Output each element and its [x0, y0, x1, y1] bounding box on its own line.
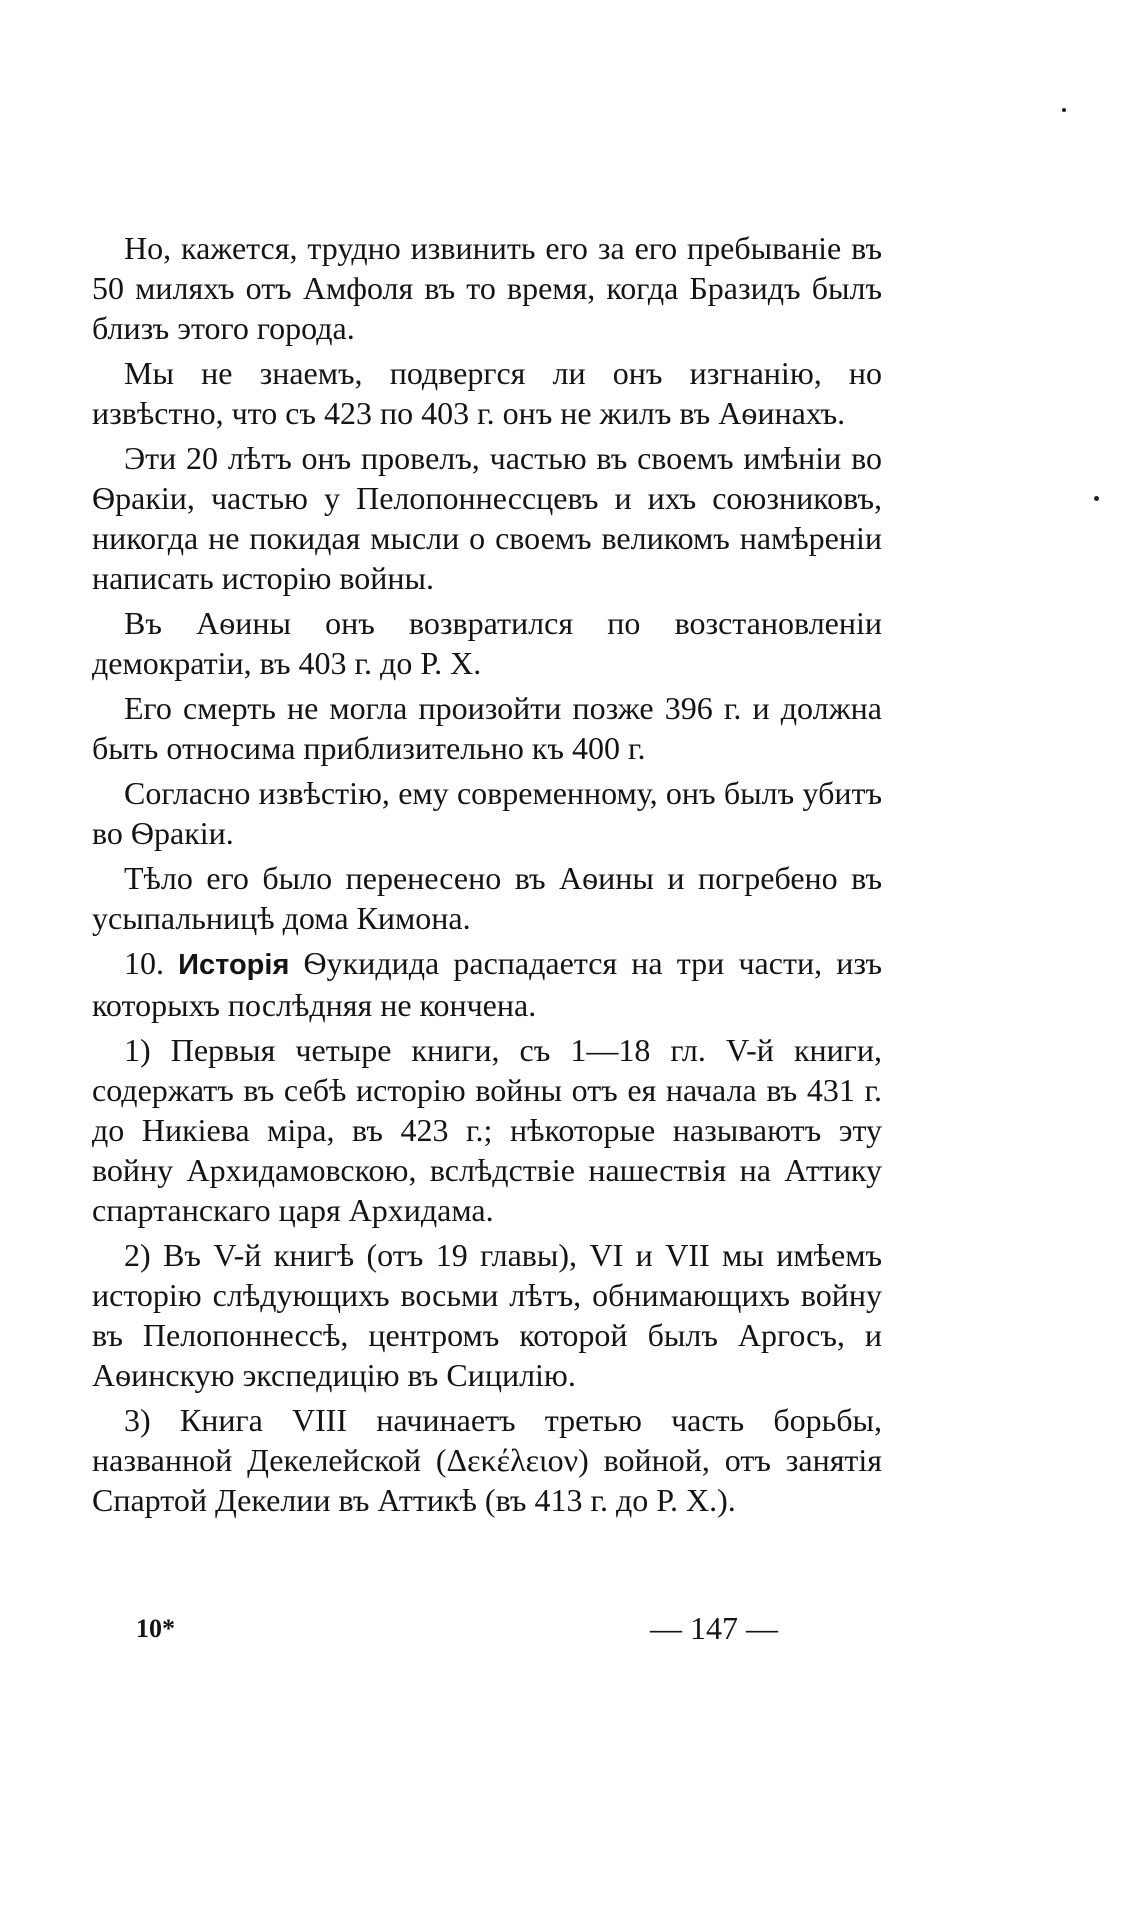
list-item: 1) Первыя четыре книги, съ 1—18 гл. V-й книги, содержатъ въ себѣ исторію войны отъ ея начала въ 431 г. до Никіева міра, въ 423 г.; нѣкоторые называютъ эту войну Архидамовскою, вслѣдствіе нашествія на Аттику спартанскаго царя Архидама. — [92, 1032, 882, 1228]
section-10-paragraph — [92, 943, 882, 1025]
list-item: 3) Книга VIII начинаетъ третью часть борьбы, названной Декелейской (Δεκέλειον) войной, отъ занятія Спартой Декелии въ Аттикѣ (въ 413 г. до Р. Х.). — [92, 1402, 882, 1518]
section-term: Исторія — [178, 949, 290, 981]
scan-speck — [1094, 496, 1099, 501]
page-footer — [92, 1610, 882, 1654]
paragraph: Мы не знаемъ, подвергся ли онъ изгнанію, но извѣстно, что съ 423 по 403 г. онъ не жилъ въ Аѳинахъ. — [92, 355, 882, 431]
main-text — [92, 228, 882, 1525]
printer-signature: 10* — [136, 1614, 175, 1643]
paragraph: Тѣло его было перенесено въ Аѳины и погребено въ усыпальницѣ дома Кимона. — [92, 860, 882, 936]
paragraph: Въ Аѳины онъ возвратился по возстановленіи демократіи, въ 403 г. до Р. Х. — [92, 605, 882, 681]
list-item: 2) Въ V-й книгѣ (отъ 19 главы), VI и VII мы имѣемъ исторію слѣдующихъ восьми лѣтъ, обнимающихъ войну въ Пелопоннессѣ, центромъ которой былъ Аргосъ, и Аѳинскую экспедицію въ Сицилію. — [92, 1237, 882, 1393]
paragraph: Эти 20 лѣтъ онъ провелъ, частью въ своемъ имѣніи во Ѳракіи, частью у Пелопоннессцевъ и ихъ союзниковъ, никогда не покидая мысли о своемъ великомъ намѣреніи написать исторію войны. — [92, 440, 882, 596]
page-number: — 147 — — [650, 1610, 778, 1646]
section-text: Ѳукидида распадается на три части, изъ которыхъ послѣдняя не кончена. — [92, 945, 882, 1023]
paragraph: Но, кажется, трудно извинить его за его пребываніе въ 50 миляхъ отъ Амфоля въ то время, когда Бразидъ былъ близъ этого города. — [92, 230, 882, 346]
paragraph: Его смерть не могла произойти позже 396 г. и должна быть относима приблизительно къ 400 г. — [92, 690, 882, 766]
scan-speck — [1062, 108, 1066, 112]
section-number: 10. — [124, 945, 164, 981]
paragraph: Согласно извѣстію, ему современному, онъ былъ убитъ во Ѳракіи. — [92, 775, 882, 851]
